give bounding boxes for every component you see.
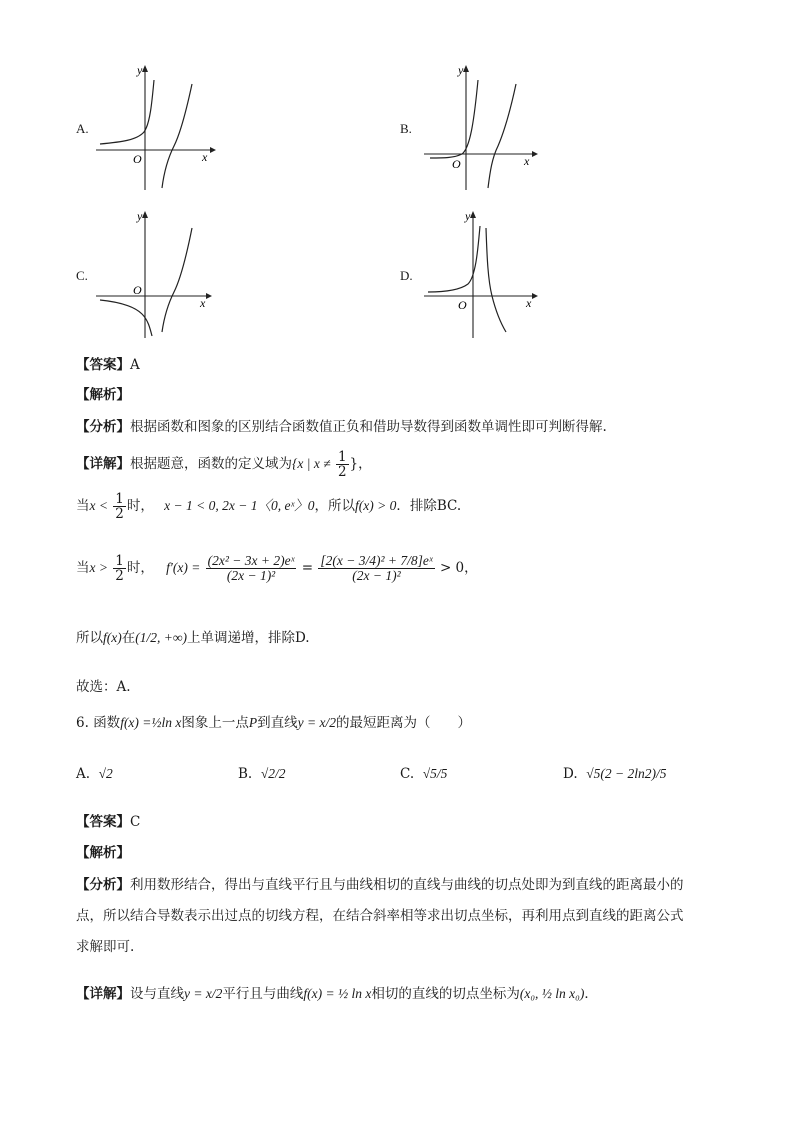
- q5-line3-frac1: $\frac{\text{(2x² − 3x + 2)eˣ}}{\text{(2x − 1)²}}$: [207, 553, 295, 584]
- graph-a: [92, 62, 222, 192]
- q6-fenxi-tag: 【分析】: [76, 877, 130, 893]
- q6-answer-line: [76, 812, 140, 832]
- graph-c-origin: O: [133, 283, 142, 297]
- q5-line3-shi: 时，: [126, 560, 154, 577]
- q6-choice-b: B. √2/2: [238, 766, 286, 782]
- q6-xj-a: 设与直线: [130, 986, 184, 1002]
- q5-domain-half: $\frac{1}{2}$: [337, 449, 347, 481]
- graph-d-y-label: y: [465, 209, 471, 223]
- q6-jiexi-tag: 【解析】: [76, 845, 130, 861]
- graph-b-curve-right: [488, 84, 516, 188]
- q5-line2: [76, 492, 461, 521]
- graph-a-y-label: y: [137, 63, 143, 77]
- graph-a-curve-right: [162, 84, 192, 188]
- q6-xj-point: (x₀, ½ ln x₀): [519, 986, 585, 1001]
- graph-b-curve-left: [430, 80, 478, 158]
- q6-answer-value: C: [130, 814, 141, 830]
- q6-xj-b: 平行且与曲线: [222, 986, 304, 1002]
- q6-stem-f: f(x) =: [120, 715, 152, 730]
- q6-jiexi-line: [76, 843, 130, 863]
- q5-line3-half: $\frac{1}{2}$: [115, 553, 124, 585]
- option-b-label: B.: [400, 121, 412, 136]
- q6-stem-p: P: [248, 715, 258, 730]
- q5-line2-prefix: 当: [76, 498, 90, 515]
- graph-c-y-label: y: [137, 209, 143, 223]
- q5-line3-fprime: f′(x) =: [166, 560, 201, 576]
- q5-answer-value: A: [130, 357, 140, 373]
- q5-line4-interval: (1/2, +∞): [135, 630, 187, 645]
- q5-xiangjie-line: [76, 450, 372, 479]
- q5-fenxi-line: [76, 417, 607, 437]
- q6-xj-c: 相切的直线的切点坐标为: [371, 986, 520, 1002]
- q6-choice-c-value: √5/5: [422, 766, 448, 781]
- q5-xiangjie-tag: 【详解】: [76, 456, 130, 473]
- q5-line2-shi: 时，: [126, 498, 154, 515]
- graph-d-curve-left: [428, 226, 480, 292]
- q5-line4-f: f(x): [103, 630, 122, 645]
- q5-line4-zai: 在: [121, 630, 136, 646]
- graph-d-origin: O: [458, 298, 467, 312]
- graph-a-curve-left: [100, 80, 154, 144]
- q5-line3-cond: x >: [89, 560, 108, 576]
- graph-d-curve-right: [486, 228, 506, 332]
- q5-line2-f: f(x) > 0: [355, 498, 397, 514]
- graph-c: [92, 208, 222, 340]
- q5-line4-end: 上单调递增，排除D.: [186, 630, 310, 646]
- q6-xiangjie-line: [76, 984, 598, 1004]
- option-c-label: C.: [76, 268, 88, 283]
- graph-d-x-label: x: [526, 296, 532, 310]
- q6-xj-line: y = x/2: [184, 986, 223, 1001]
- q6-answer-tag: 【答案】: [76, 814, 130, 830]
- q5-line4: [76, 628, 310, 648]
- q5-guxuan: 故选：A.: [76, 679, 131, 695]
- option-d-label: D.: [400, 268, 413, 283]
- q5-xiangjie-text: 根据题意，函数的定义域为: [130, 456, 292, 473]
- q6-choice-d: D. √5(2 − 2ln2)/5: [563, 766, 667, 782]
- q6-stem-b: 图象上一点: [181, 715, 249, 731]
- q6-stem-half: ½: [151, 715, 162, 730]
- q5-line2-end: ．排除BC.: [396, 498, 462, 515]
- q6-choice-a-value: √2: [98, 766, 113, 781]
- graph-d: [420, 208, 550, 340]
- graph-c-curve-left: [100, 300, 152, 336]
- q6-choice-a: A. √2: [76, 766, 113, 782]
- q6-xiangjie-tag: 【详解】: [76, 986, 130, 1002]
- q6-number: 6.: [76, 715, 89, 731]
- q5-line2-cond: x <: [89, 498, 108, 514]
- graph-b-y-label: y: [458, 63, 464, 77]
- q5-line3-prefix: 当: [76, 560, 90, 577]
- q6-xj-f: f(x) = ½ ln x: [303, 986, 372, 1001]
- q5-jiexi-line: [76, 385, 130, 405]
- graph-a-origin: O: [133, 152, 142, 166]
- q6-stem-ln: ln x: [161, 715, 182, 730]
- q6-stem-line: y = x/2: [297, 715, 337, 730]
- q6-fenxi-line2: 点，所以结合导数表示出过点的切线方程，在结合斜率相等求出切点坐标，再利用点到直线的距离公式: [76, 908, 684, 924]
- q6-xj-end: ．: [584, 986, 598, 1002]
- q5-line2-mid: ，所以: [314, 498, 356, 515]
- q6-stem: [76, 713, 471, 733]
- q5-fenxi-text: 根据函数和图象的区别结合函数值正负和借助导数得到函数单调性即可判断得解.: [130, 419, 607, 435]
- q6-stem-a: 函数: [93, 715, 121, 731]
- q6-stem-d: 的最短距离为（ ）: [336, 715, 472, 731]
- q5-domain-prefix: {x | x ≠: [292, 456, 331, 472]
- q5-answer-tag: 【答案】: [76, 357, 130, 373]
- q6-choice-d-value: √5(2 − 2ln2)/5: [586, 766, 667, 781]
- option-a-label: A.: [76, 121, 89, 136]
- graph-b-x-label: x: [524, 154, 530, 168]
- graph-c-x-label: x: [200, 296, 206, 310]
- q6-choice-c: C. √5/5: [400, 766, 448, 782]
- graph-a-x-label: x: [202, 150, 208, 164]
- graph-b-origin: O: [452, 157, 461, 171]
- graph-b: [420, 62, 550, 192]
- q5-line2-expr: x − 1 < 0, 2x − 1〈0, eˣ〉0: [164, 498, 315, 514]
- q6-fenxi-l1: 利用数形结合，得出与直线平行且与曲线相切的直线与曲线的切点处即为到直线的距离最小的: [130, 877, 684, 893]
- q6-stem-c: 到直线: [257, 715, 298, 731]
- q5-jiexi-tag: 【解析】: [76, 387, 130, 403]
- q5-line3-end: > 0，: [439, 560, 478, 577]
- q6-choice-b-value: √2/2: [260, 766, 286, 781]
- q5-answer-line: [76, 355, 140, 375]
- q5-line2-half: $\frac{1}{2}$: [115, 491, 124, 523]
- q5-domain-suffix: }，: [349, 456, 372, 473]
- q5-line3-frac2: $\frac{\text{[2(x − 3/4)² + 7/8]eˣ}}{\text{(2x − 1)²}}$: [320, 553, 433, 584]
- q6-fenxi-line3: 求解即可.: [76, 939, 135, 955]
- q5-fenxi-tag: 【分析】: [76, 419, 130, 435]
- q5-line3: 当x > $\frac{1}{2}$ 时， f′(x) = $\frac{\text{(2x² − 3x + 2)eˣ}}{\text{(2x − 1)²}}$ = $\frac{\text{[2(x − 3/4)² + 7/8]eˣ}}{\text{(2x − 1)²}}$ > 0，: [76, 553, 478, 585]
- graph-c-curve-right: [162, 228, 192, 332]
- q5-line4-prefix: 所以: [76, 630, 103, 646]
- q6-fenxi-line1: [76, 875, 684, 895]
